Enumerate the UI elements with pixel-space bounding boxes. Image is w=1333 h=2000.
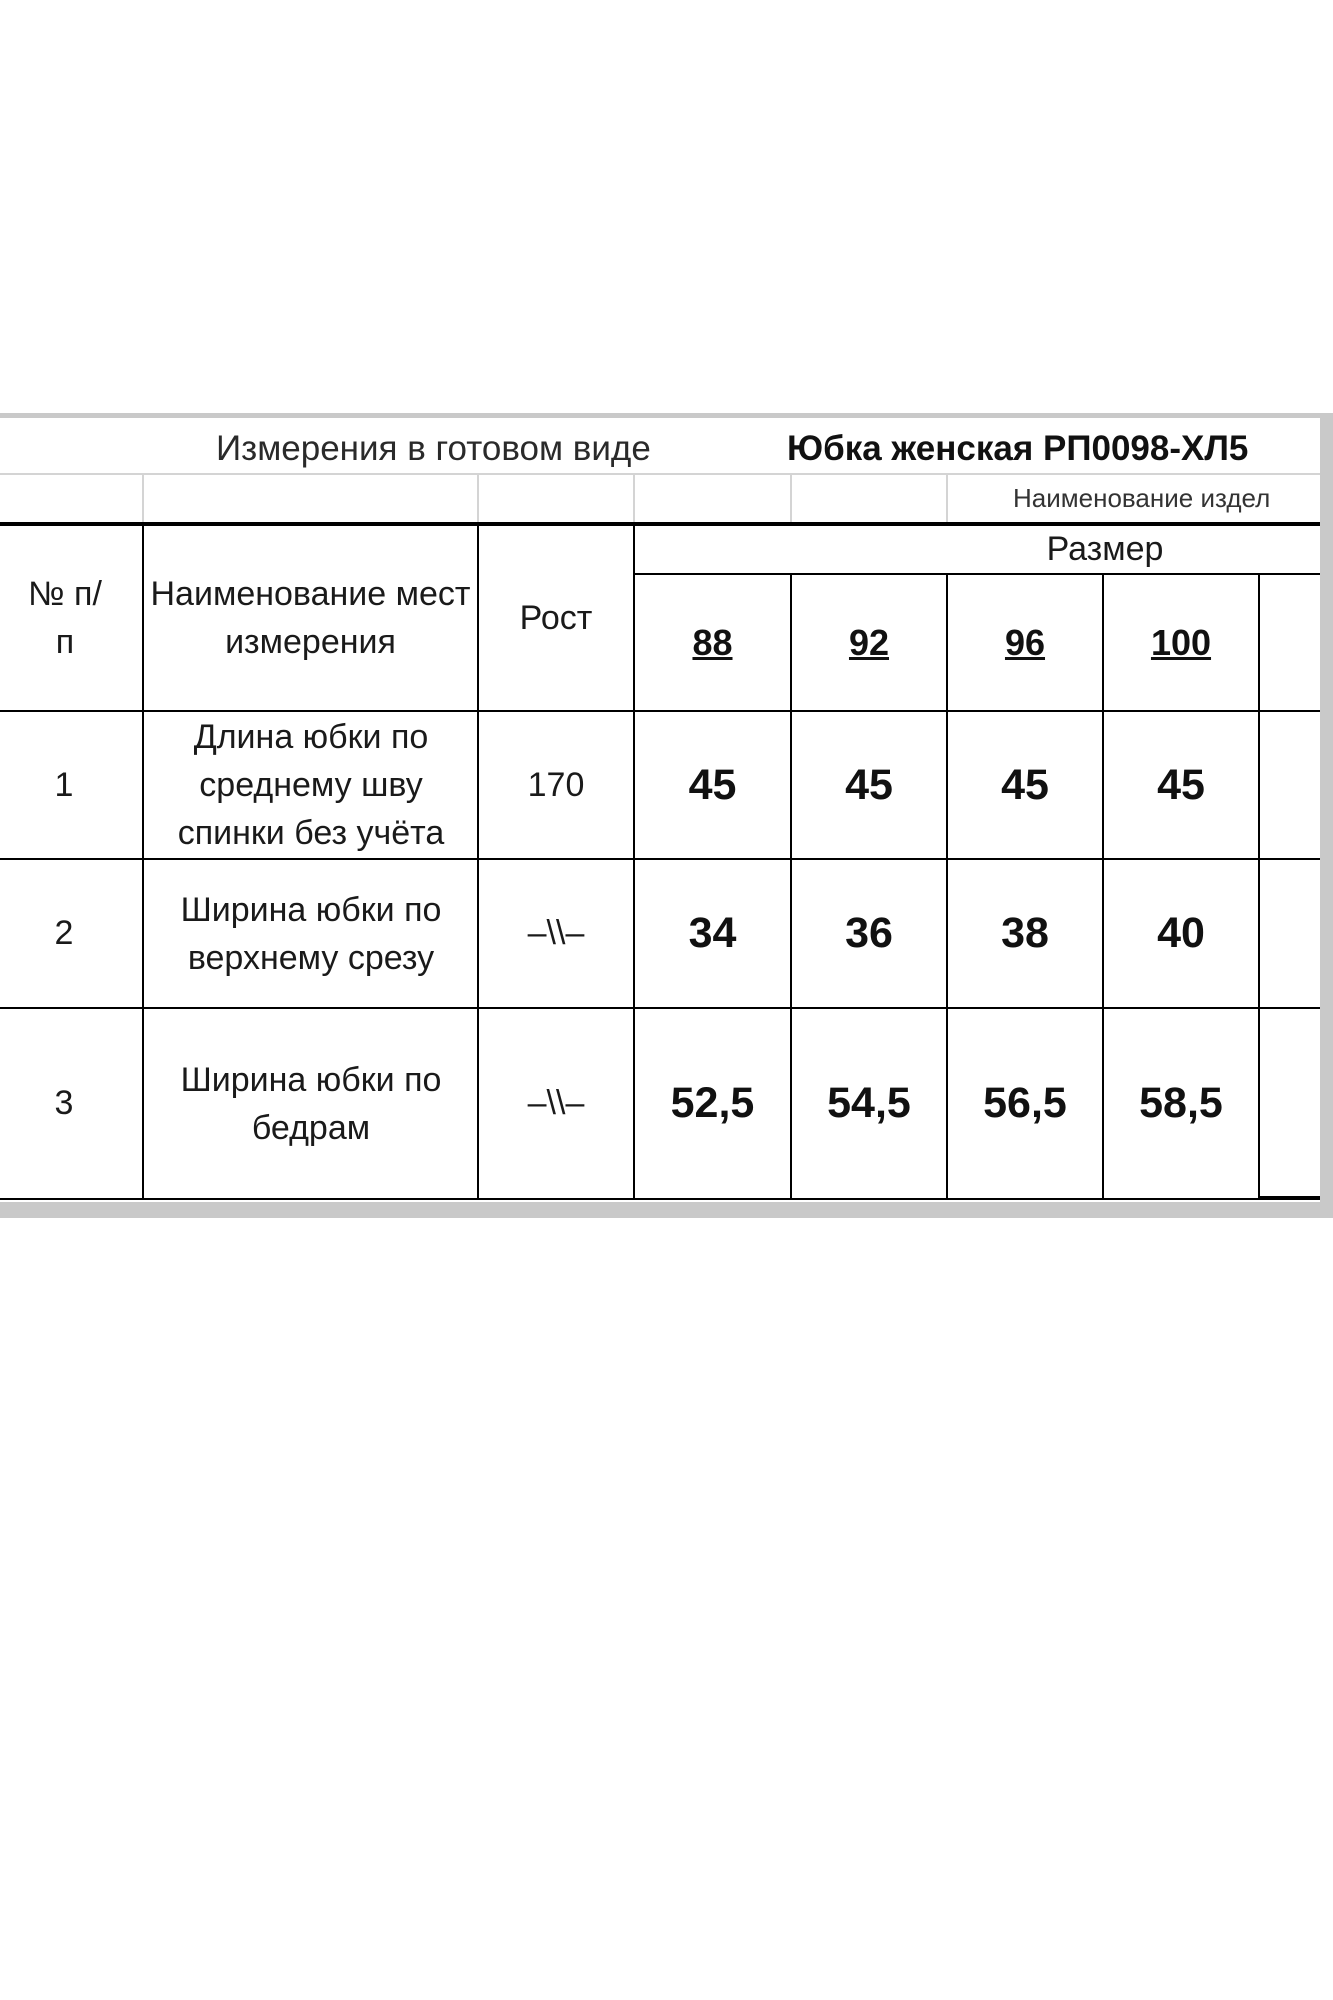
col-header-size-group: Размер <box>1046 530 1164 568</box>
row-3-height: –\\– <box>527 1084 585 1122</box>
row-1-value-96: 45 <box>1001 760 1049 809</box>
grid-col-line <box>633 473 635 523</box>
row-1-value-100: 45 <box>1157 760 1205 809</box>
row-1-index: 1 <box>54 765 74 804</box>
row-2-name: Ширина юбки по верхнему срезу <box>180 890 442 977</box>
grid-row-line <box>0 473 1320 475</box>
table-border <box>1258 573 1260 1200</box>
row-3-value-92: 54,5 <box>827 1079 911 1127</box>
row-2-value-88: 34 <box>688 909 737 957</box>
row-2-index: 2 <box>54 914 74 952</box>
size-header-92: 92 <box>848 621 890 663</box>
row-3-value-96: 56,5 <box>983 1079 1067 1127</box>
product-name-label: Наименование издел <box>1013 482 1271 513</box>
size-header-100: 100 <box>1150 621 1212 663</box>
row-3-value-100: 58,5 <box>1139 1079 1223 1127</box>
col-header-number: № п/п <box>28 575 102 661</box>
table-border <box>1260 1196 1320 1200</box>
row-3-value-88: 52,5 <box>670 1079 755 1127</box>
table-border <box>0 1198 1260 1200</box>
row-2-value-92: 36 <box>845 909 893 957</box>
measurement-sheet <box>0 418 1320 1202</box>
row-2-value-96: 38 <box>1001 909 1049 957</box>
row-1-value-88: 45 <box>688 760 737 809</box>
row-3-index: 3 <box>54 1084 74 1122</box>
row-1-height: 170 <box>527 765 585 804</box>
sheet-title: Измерения в готовом виде <box>216 429 651 468</box>
grid-col-line <box>946 473 948 523</box>
size-header-88: 88 <box>692 621 733 663</box>
row-1-name: Длина юбки по среднему шву спинки без учёта <box>177 718 445 852</box>
col-header-height: Рост <box>519 599 593 637</box>
row-3-name: Ширина юбки по бедрам <box>180 1060 442 1147</box>
row-2-height: –\\– <box>527 914 585 952</box>
grid-col-line <box>790 473 792 523</box>
product-name: Юбка женская РП0098-ХЛ5 <box>787 429 1249 468</box>
row-2-value-100: 40 <box>1157 909 1205 957</box>
grid-col-line <box>477 473 479 523</box>
grid-col-line <box>142 473 144 523</box>
row-1-value-92: 45 <box>845 760 893 809</box>
col-header-measurement-name: Наименование мест измерения <box>150 575 471 661</box>
size-header-96: 96 <box>1004 621 1046 663</box>
